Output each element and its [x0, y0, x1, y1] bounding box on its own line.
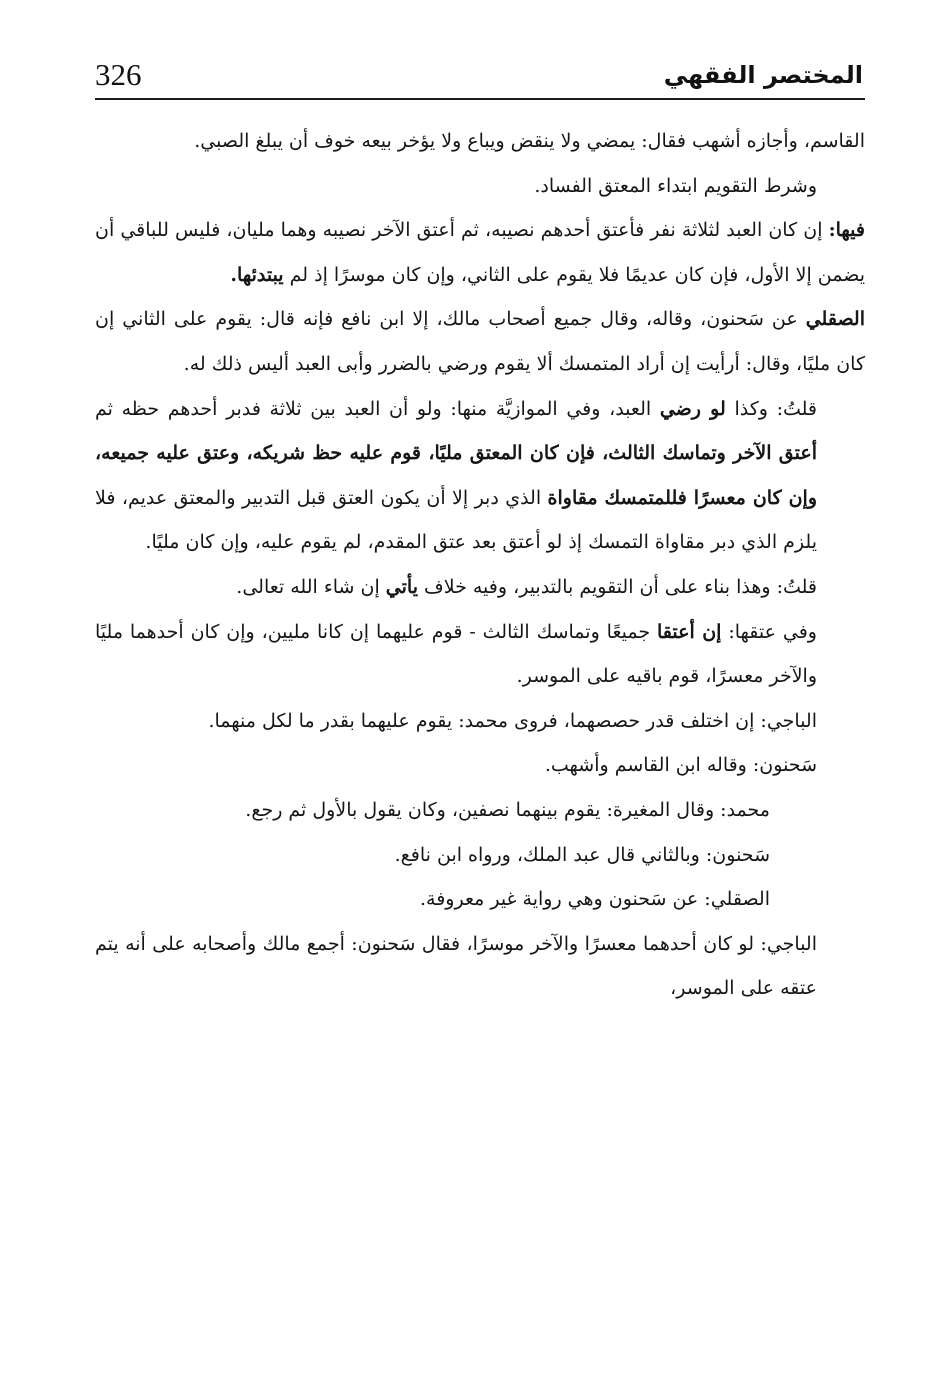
paragraph-tail: يبتدئها.: [230, 263, 284, 286]
paragraph: [95, 297, 865, 386]
segment: العبد، وفي الموازيَّة منها: ولو أن العبد بين ثلاثة فدبر أحدهم حظه ثم: [95, 397, 660, 420]
segment-bold: لو رضي: [659, 397, 726, 420]
paragraph-lead: الصقلي: [805, 308, 865, 331]
paragraph: [95, 387, 865, 565]
paragraph: [95, 922, 865, 1011]
paragraph: [95, 208, 865, 297]
paragraph-lead: فيها:: [828, 219, 865, 242]
paragraph: [95, 699, 865, 744]
paragraph-text: محمد: وقال المغيرة: يقوم بينهما نصفين، وكان يقول بالأول ثم رجع.: [245, 798, 770, 821]
paragraph-text: سَحنون: وبالثاني قال عبد الملك، ورواه ابن نافع.: [394, 843, 770, 866]
paragraph-text: وشرط التقويم ابتداء المعتق الفساد.: [534, 174, 817, 197]
segment-bold: أعتق الآخر وتماسك الثالث، فإن كان المعتق مليًا، قوم عليه حظ شريكه، وعتق عليه جميعه، وإن كان معسرًا فللمتمسك مقاواة: [95, 442, 817, 509]
page-number: 326: [95, 57, 142, 92]
paragraph-text: سَحنون: وقاله ابن القاسم وأشهب.: [544, 754, 817, 777]
paragraph: [95, 743, 865, 788]
segment: الذي دبر إلا أن يكون العتق قبل التدبير والمعتق عديم، فلا يلزم الذي دبر مقاواة التمسك إذ لو أعتق بعد عتق المقدم، لم يقوم عليه، وإن كان مليًا.: [95, 486, 817, 554]
running-title: المختصر الفقهي: [663, 61, 863, 89]
segment: وفي عتقها:: [721, 620, 817, 643]
paragraph-text: عن سَحنون، وقاله، وقال جميع أصحاب مالك، إلا ابن نافع فإنه قال: يقوم على الثاني إن كان مليًا، وقال: أرأيت إن أراد المتمسك ألا يقوم ورضي بالضرر وأبى العبد أليس ذلك له.: [95, 308, 865, 375]
segment: إن شاء الله تعالى.: [236, 575, 386, 598]
page-header: [95, 52, 865, 100]
paragraph: [95, 788, 865, 833]
paragraph-text: القاسم، وأجازه أشهب فقال: يمضي ولا ينقض ويباع ولا يؤخر بيعه خوف أن يبلغ الصبي.: [194, 130, 865, 152]
paragraph: [95, 610, 865, 699]
segment: قلتُ: وهذا بناء على أن التقويم بالتدبير، وفيه خلاف: [418, 575, 817, 598]
paragraph-text: إن كان العبد لثلاثة نفر فأعتق أحدهم نصيبه، ثم أعتق الآخر نصيبه وهما مليان، فليس للباقي أن يضمن إلا الأول، فإن كان عديمًا فلا يقوم على الثاني، وإن كان موسرًا إذ لم: [95, 219, 865, 286]
paragraph: [95, 833, 865, 878]
segment-bold: إن أعتقا: [656, 620, 722, 643]
paragraph: [95, 164, 865, 209]
paragraph: [95, 877, 865, 922]
paragraph-text: الصقلي: عن سَحنون وهي رواية غير معروفة.: [419, 888, 770, 911]
paragraph-text: الباجي: إن اختلف قدر حصصهما، فروى محمد: يقوم عليهما بقدر ما لكل منهما.: [208, 709, 817, 732]
body-text: [95, 119, 865, 1011]
paragraph: [95, 565, 865, 610]
paragraph-text: الباجي: لو كان أحدهما معسرًا والآخر موسرًا، فقال سَحنون: أجمع مالك وأصحابه على أنه يتم عتقه على الموسر،: [95, 932, 817, 1000]
segment: قلتُ: وكذا: [725, 397, 818, 420]
paragraph: [95, 119, 865, 164]
header-divider: [95, 98, 865, 100]
segment: جميعًا وتماسك الثالث - قوم عليهما إن كانا مليين، وإن كان أحدهما مليًا والآخر معسرًا، قوم باقيه على الموسر.: [95, 620, 817, 688]
segment-bold: يأتي: [385, 575, 418, 598]
